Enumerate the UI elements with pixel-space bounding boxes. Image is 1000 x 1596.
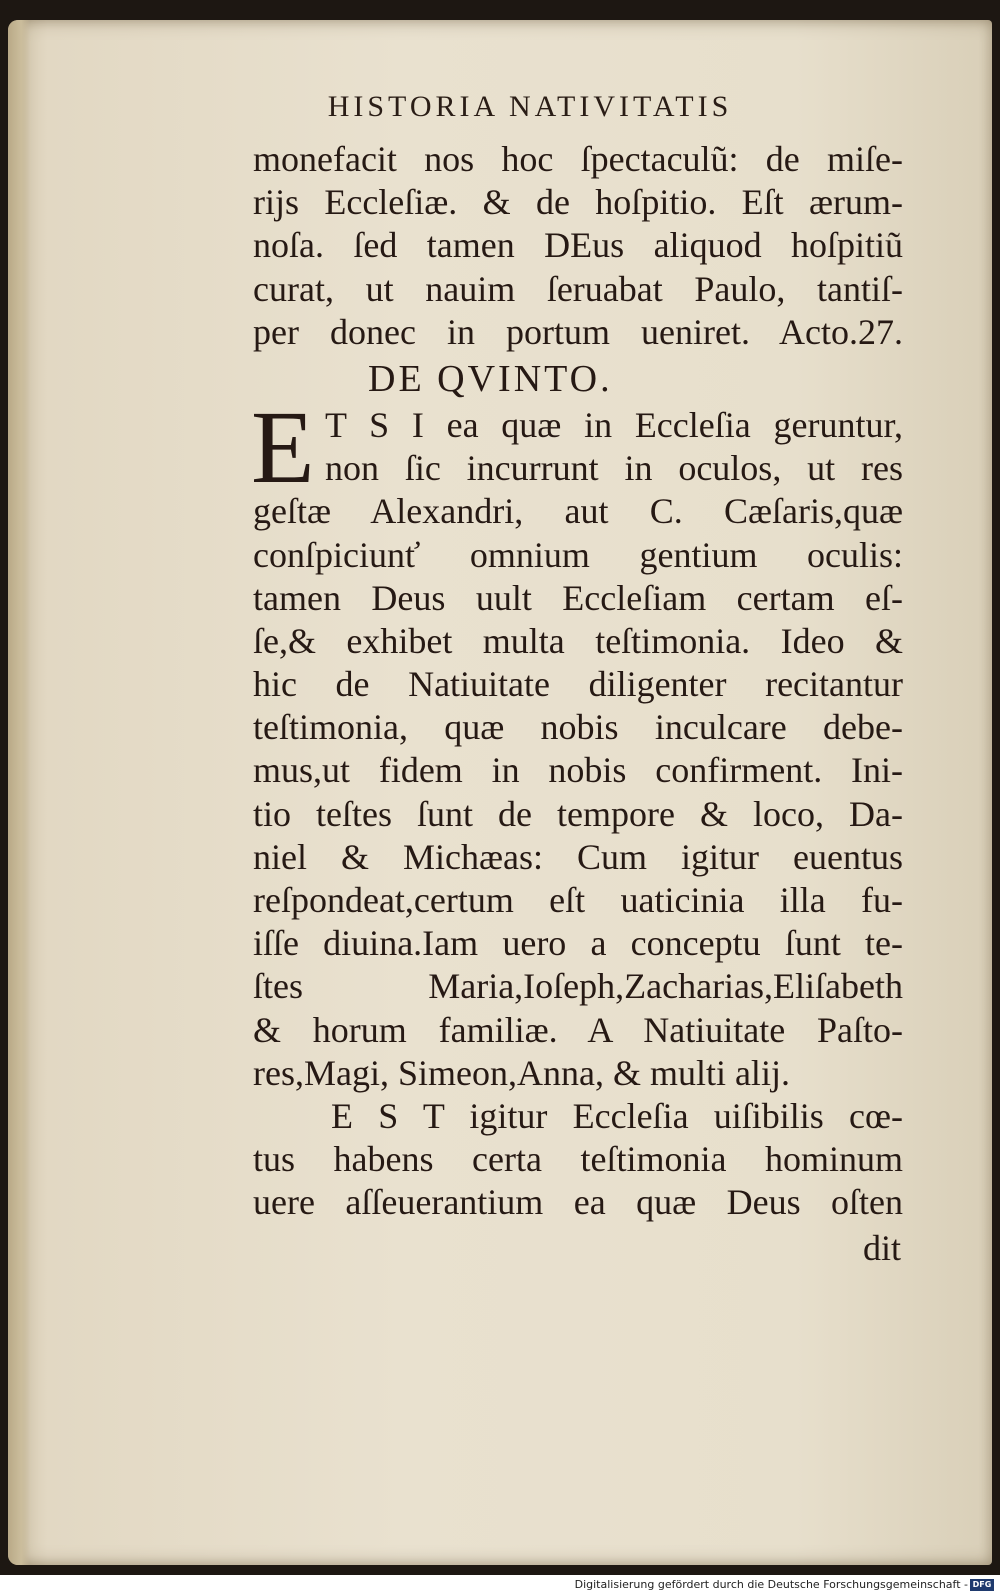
- page-fold-shadow: [8, 20, 30, 1565]
- text-line: tio teſtes ſunt de tempore & loco, Da-: [253, 793, 903, 834]
- text-line: conſpiciunť omnium gentium oculis:: [253, 534, 903, 575]
- text-line: noſa. ſed tamen DEus aliquod hoſpitiũ: [253, 225, 903, 266]
- text-line: rijs Eccleſiæ. & de hoſpitio. Eſt ærum-: [253, 182, 903, 223]
- drop-cap: E: [251, 389, 315, 505]
- section-heading: DE QVINTO.: [368, 357, 613, 400]
- text-line: T S I ea quæ in Eccleſia geruntur,: [325, 404, 903, 445]
- funding-credit: Digitalisierung gefördert durch die Deutsche Forschungsgemeinschaft -: [574, 1578, 968, 1591]
- text-line: iſſe diuina.Iam uero a conceptu ſunt te-: [253, 923, 903, 964]
- book-page: [8, 20, 992, 1565]
- text-line: reſpondeat,certum eſt uaticinia illa fu-: [253, 880, 903, 920]
- text-line: niel & Michæas: Cum igitur euentus: [253, 836, 903, 877]
- text-line: teſtimonia, quæ nobis inculcare debe-: [253, 707, 903, 748]
- text-line: hic de Natiuitate diligenter recitantur: [253, 664, 903, 705]
- footer-bar: [0, 1575, 1000, 1596]
- text-line: mus,ut fidem in nobis confirment. Ini-: [253, 750, 903, 791]
- text-line: non ſic incurrunt in oculos, ut res: [325, 448, 903, 489]
- paragraph-opening: [251, 389, 903, 505]
- text-line: uere aſſeuerantium ea quæ Deus oſten: [253, 1182, 903, 1223]
- text-line: ſe,& exhibet multa teſtimonia. Ideo &: [253, 620, 903, 661]
- text-line: monefacit nos hoc ſpectaculũ: de miſe-: [253, 139, 903, 179]
- text-block: [253, 138, 903, 1271]
- running-head: HISTORIA NATIVITATIS: [327, 90, 733, 123]
- catchword: dit: [862, 1227, 901, 1268]
- text-line: curat, ut nauim ſeruabat Paulo, tantiſ-: [253, 268, 903, 309]
- text-line: & horum familiæ. A Natiuitate Paſto-: [253, 1009, 903, 1050]
- text-line: per donec in portum ueniret. Acto.27.: [253, 311, 903, 352]
- text-line: tus habens certa teſtimonia hominum: [253, 1139, 903, 1180]
- text-line: geſtæ Alexandri, aut C. Cæſaris,quæ: [253, 491, 903, 532]
- text-line: ſtes Maria,Ioſeph,Zacharias,Eliſabeth: [253, 966, 903, 1007]
- text-line: E S T igitur Eccleſia uiſibilis cœ-: [331, 1095, 903, 1136]
- text-line: res,Magi, Simeon,Anna, & multi alij.: [253, 1052, 790, 1093]
- dfg-logo-icon: DFG: [970, 1579, 994, 1591]
- text-line: tamen Deus uult Eccleſiam certam eſ-: [253, 577, 903, 618]
